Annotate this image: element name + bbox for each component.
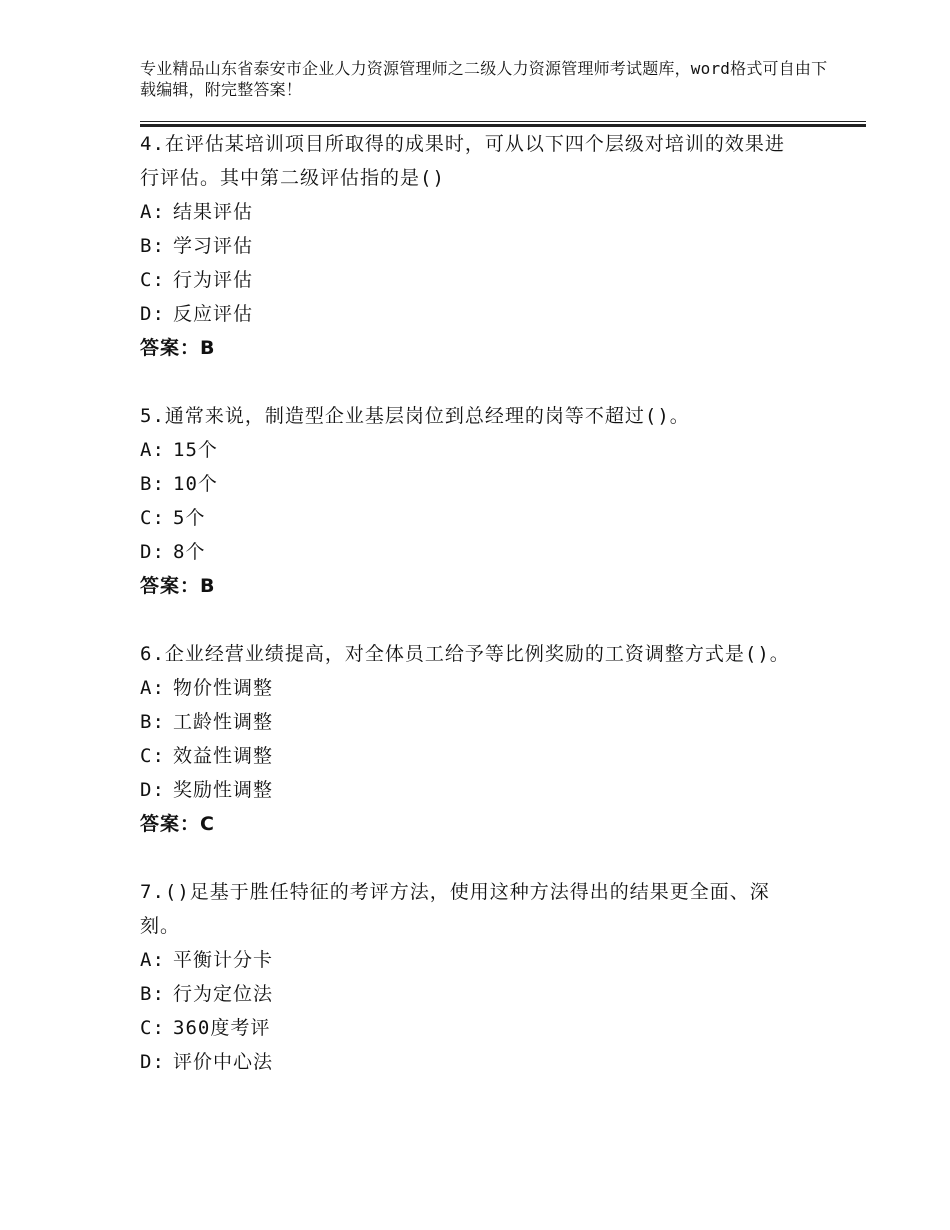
divider-thin-line bbox=[140, 121, 866, 122]
answer-label: 答案： bbox=[140, 813, 201, 835]
option-key: B: bbox=[140, 711, 165, 733]
answer-label: 答案： bbox=[140, 337, 201, 359]
option-key: C: bbox=[140, 1017, 165, 1039]
option-value: 10个 bbox=[173, 473, 218, 495]
question-item bbox=[140, 399, 860, 603]
option-key: B: bbox=[140, 983, 165, 1005]
option-key: D: bbox=[140, 1051, 165, 1073]
option-key: C: bbox=[140, 745, 165, 767]
option-value: 360度考评 bbox=[173, 1017, 271, 1039]
option-key: D: bbox=[140, 541, 165, 563]
option-value: 5个 bbox=[173, 507, 206, 529]
option-value: 工龄性调整 bbox=[173, 711, 274, 733]
option-b bbox=[140, 229, 860, 263]
option-key: A: bbox=[140, 949, 165, 971]
answer-value: B bbox=[200, 575, 216, 597]
option-key: B: bbox=[140, 235, 165, 257]
option-d bbox=[140, 297, 860, 331]
option-c bbox=[140, 1011, 860, 1045]
option-d bbox=[140, 1045, 860, 1079]
option-value: 行为评估 bbox=[173, 269, 254, 291]
option-key: A: bbox=[140, 201, 165, 223]
answer-line bbox=[140, 569, 860, 603]
option-c bbox=[140, 739, 860, 773]
question-text: 5.通常来说，制造型企业基层岗位到总经理的岗等不超过()。 bbox=[140, 405, 690, 427]
option-value: 反应评估 bbox=[173, 303, 254, 325]
option-value: 评价中心法 bbox=[173, 1051, 274, 1073]
answer-line bbox=[140, 331, 860, 365]
document-header: 专业精品山东省泰安市企业人力资源管理师之二级人力资源管理师考试题库，word格式可自由下载编辑，附完整答案！ bbox=[140, 59, 828, 99]
option-key: D: bbox=[140, 779, 165, 801]
answer-value: C bbox=[200, 813, 215, 835]
option-value: 物价性调整 bbox=[173, 677, 274, 699]
option-value: 效益性调整 bbox=[173, 745, 274, 767]
option-d bbox=[140, 535, 860, 569]
option-a bbox=[140, 671, 860, 705]
question-item bbox=[140, 127, 860, 365]
option-value: 行为定位法 bbox=[173, 983, 274, 1005]
option-key: D: bbox=[140, 303, 165, 325]
option-value: 8个 bbox=[173, 541, 206, 563]
option-value: 学习评估 bbox=[173, 235, 254, 257]
option-key: C: bbox=[140, 269, 165, 291]
option-c bbox=[140, 263, 860, 297]
question-text: 4.在评估某培训项目所取得的成果时，可从以下四个层级对培训的效果进行评估。其中第二级评估指的是() bbox=[140, 133, 785, 189]
answer-value: B bbox=[200, 337, 216, 359]
option-key: C: bbox=[140, 507, 165, 529]
option-b bbox=[140, 977, 860, 1011]
answer-line bbox=[140, 807, 860, 841]
option-key: A: bbox=[140, 677, 165, 699]
question-list bbox=[140, 127, 860, 1113]
option-b bbox=[140, 467, 860, 501]
answer-label: 答案： bbox=[140, 575, 201, 597]
option-value: 奖励性调整 bbox=[173, 779, 274, 801]
option-a bbox=[140, 943, 860, 977]
option-d bbox=[140, 773, 860, 807]
option-value: 15个 bbox=[173, 439, 218, 461]
question-item bbox=[140, 875, 860, 1079]
question-item bbox=[140, 637, 860, 841]
option-c bbox=[140, 501, 860, 535]
option-b bbox=[140, 705, 860, 739]
option-a bbox=[140, 195, 860, 229]
question-text: 7.()足基于胜任特征的考评方法，使用这种方法得出的结果更全面、深刻。 bbox=[140, 881, 770, 937]
option-a bbox=[140, 433, 860, 467]
option-key: B: bbox=[140, 473, 165, 495]
option-key: A: bbox=[140, 439, 165, 461]
option-value: 结果评估 bbox=[173, 201, 254, 223]
option-value: 平衡计分卡 bbox=[173, 949, 274, 971]
question-text: 6.企业经营业绩提高，对全体员工给予等比例奖励的工资调整方式是()。 bbox=[140, 643, 790, 665]
